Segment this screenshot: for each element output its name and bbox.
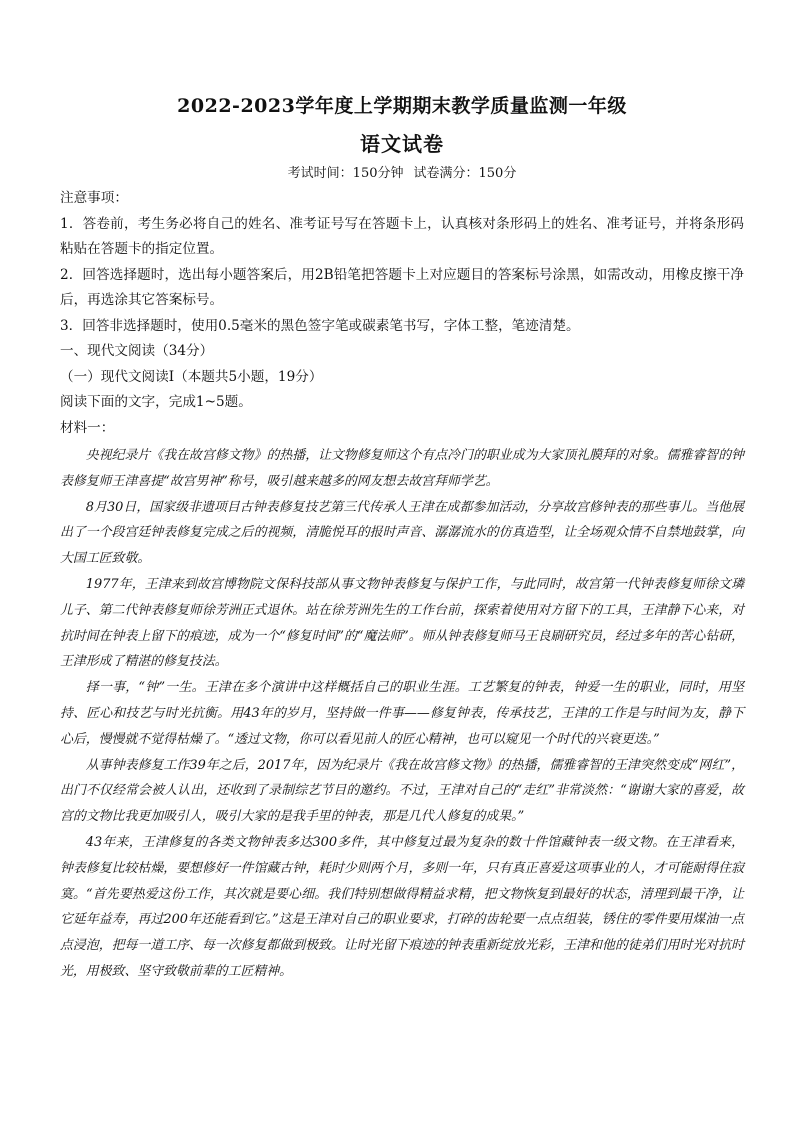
full-score: 试卷满分：150分 xyxy=(413,166,517,181)
article-paragraph-4: 择一事，“钟”一生。王津在多个演讲中这样概括自己的职业生涯。工艺繁复的钟表，钟爱一生的职业，同时，用坚持、匠心和技艺与时光抗衡。用43年的岁月，坚持做一件事——修复钟表，传承技艺，王津的工作是与时间为友，静下心后，慢慢就不觉得枯燥了。“透过文物，你可以看见前人的匠心精神，也可以窥见一个时代的兴衰更迭。” xyxy=(60,680,744,747)
sub-heading: （一）现代文阅读Ⅰ（本题共5小题，19分） xyxy=(60,368,323,385)
article-paragraph-6: 43年来，王津修复的各类文物钟表多达300多件，其中修复过最为复杂的数十件馆藏钟表一级文物。在王津看来，钟表修复比较枯燥，要想修好一件馆藏古钟，耗时少则两个月，多则一年，只有真正喜爱这项事业的人，才可能耐得住寂寞。“首先要热爱这份工作，其次就是要心细。我们特别想做得精益求精，把文物恢复到最好的状态，清理到最干净，让它延年益寿，再过200年还能看到它。”这是王津对自己的职业要求，打碎的齿轮要一点点组装，锈住的零件要用煤油一点点浸泡，把每一道工序、每一次修复都做到极致。让时光留下痕迹的钟表重新绽放光彩，王津和他的徒弟们用时光对抗时光，用极致、坚守致敬前辈的工匠精神。 xyxy=(60,834,744,979)
reading-instruction: 阅读下面的文字，完成1~5题。 xyxy=(60,394,252,410)
article-body xyxy=(60,443,744,985)
article-paragraph-3: 1977年，王津来到故宫博物院文保科技部从事文物钟表修复与保护工作，与此同时，故宫第一代钟表修复师徐文璘儿子、第二代钟表修复师徐芳洲正式退休。站在徐芳洲先生的工作台前，探索着使用对方留下的工具，王津静下心来，对抗时间在钟表上留下的痕迹，成为一个“修复时间”的“魔法师”。师从钟表修复师马王良刷研究员，经过多年的苦心钻研，王津形成了精湛的修复技法。 xyxy=(60,576,744,670)
exam-info xyxy=(60,164,744,184)
article-paragraph-2: 8月30日，国家级非遗项目古钟表修复技艺第三代传承人王津在成都参加活动，分享故宫修钟表的那些事儿。当他展出了一个段宫廷钟表修复完成之后的视频，清脆悦耳的报时声音、潺潺流水的仿真造型，让全场观众情不自禁地鼓掌，向大国工匠致敬。 xyxy=(60,499,744,567)
article-paragraph-5: 从事钟表修复工作39年之后，2017年，因为纪录片《我在故宫修文物》的热播，儒雅睿智的王津突然变成“网红”，出门不仅经常会被人认出，还收到了录制综艺节目的邀约。不过，王津对自己的“走红”非常淡然：“谢谢大家的喜爱，故宫的文物比我更加吸引人，吸引大家的是我手里的钟表，那是几代人修复的成果。” xyxy=(60,757,744,825)
note-item-1: 1．答卷前，考生务必将自己的姓名、准考证号写在答题卡上，认真核对条形码上的姓名、准考证号，并将条形码粘贴在答题卡的指定位置。 xyxy=(60,215,744,257)
article-paragraph-1: 央视纪录片《我在故宫修文物》的热播，让文物修复师这个有点冷门的职业成为大家顶礼膜拜的对象。儒雅睿智的钟表修复师王津喜提“故宫男神”称号，吸引越来越多的网友想去故宫拜师学艺。 xyxy=(60,448,744,489)
notes-heading: 注意事项： xyxy=(60,190,128,206)
part-heading: 一、现代文阅读（34分） xyxy=(60,343,214,359)
exam-subtitle: 语文试卷 xyxy=(360,132,444,156)
exam-time: 考试时间：150分钟 xyxy=(287,166,404,181)
exam-title: 2022-2023学年度上学期期末教学质量监测一年级 xyxy=(177,95,627,117)
material-label: 材料一： xyxy=(60,419,115,436)
notes-section xyxy=(60,186,744,441)
note-item-2: 2．回答选择题时，选出每小题答案后，用2B铅笔把答题卡上对应题目的答案标号涂黑，如需改动，用橡皮擦干净后，再选涂其它答案标号。 xyxy=(60,266,744,308)
note-item-3: 3．回答非选择题时，使用0.5毫米的黑色签字笔或碳素笔书写，字体工整，笔迹清楚。 xyxy=(60,317,580,334)
